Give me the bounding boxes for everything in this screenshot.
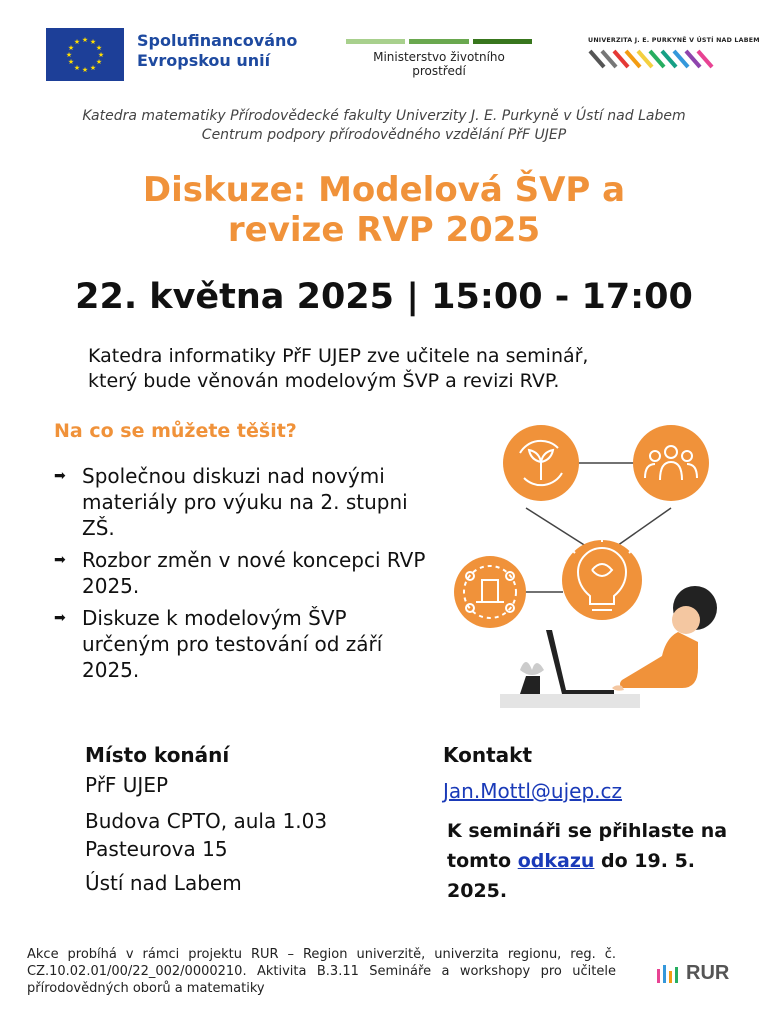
svg-text:★: ★ bbox=[81, 36, 89, 44]
list-item bbox=[54, 605, 434, 683]
city-network-icon bbox=[454, 556, 526, 628]
rur-logo-text: RUR bbox=[686, 962, 730, 984]
bullet-arrow-icon: ➡ bbox=[54, 552, 66, 568]
university-logo-stripes bbox=[588, 47, 718, 71]
event-intro-line-2: který bude věnován modelovým ŠVP a revizi RVP. bbox=[88, 370, 560, 392]
university-name: UNIVERZITA J. E. PURKYNĚ V ÚSTÍ NAD LABEM bbox=[588, 37, 760, 44]
organizer-line-2: Centrum podpory přírodovědného vzdělání PřF UJEP bbox=[201, 127, 567, 143]
rur-logo bbox=[656, 962, 729, 985]
list-item bbox=[54, 547, 434, 599]
list-item-text: Diskuze k modelovým ŠVP určeným pro testování od září 2025. bbox=[82, 606, 383, 682]
event-intro bbox=[88, 344, 728, 394]
venue-line-3: Pasteurova 15 bbox=[85, 837, 228, 861]
contact-heading: Kontakt bbox=[443, 743, 533, 767]
eu-line-2: Evropskou unií bbox=[137, 51, 271, 70]
signup-link[interactable]: odkazu bbox=[517, 850, 595, 872]
list-item-text: Rozbor změn v nové koncepci RVP 2025. bbox=[82, 548, 426, 598]
expect-heading: Na co se můžete těšit? bbox=[54, 420, 297, 442]
bullet-arrow-icon: ➡ bbox=[54, 468, 66, 484]
svg-text:★: ★ bbox=[65, 51, 73, 59]
organizer-lines bbox=[0, 107, 768, 145]
svg-text:★: ★ bbox=[81, 66, 89, 74]
contact-email-link[interactable]: Jan.Mottl@ujep.cz bbox=[443, 779, 623, 803]
people-group-icon bbox=[633, 425, 709, 501]
event-date-time: 22. května 2025 | 15:00 - 17:00 bbox=[75, 277, 693, 317]
organizer-line-1: Katedra matematiky Přírodovědecké fakulty Univerzity J. E. Purkyně v Ústí nad Labem bbox=[82, 108, 686, 124]
footer-project-info: Akce probíhá v rámci projektu RUR – Region univerzitě, univerzita regionu, reg. č. CZ.10.02.01/00/22_002/0000210. Aktivita B.3.11 Semináře a workshopy pro učitele přírodovědných oborů a matematiky bbox=[27, 947, 616, 996]
signup-before: K semináři se přihlaste na tomto bbox=[447, 820, 728, 872]
event-title bbox=[0, 170, 768, 250]
svg-text:★: ★ bbox=[67, 44, 75, 52]
plant-cycle-icon bbox=[503, 425, 579, 501]
contact-block bbox=[443, 740, 622, 806]
signup-after: do 19. 5. 2025. bbox=[447, 850, 696, 902]
svg-text:★: ★ bbox=[95, 44, 103, 52]
venue-line-1: PřF UJEP bbox=[85, 773, 169, 797]
network-illustration bbox=[440, 418, 730, 714]
venue-block bbox=[85, 740, 327, 898]
event-title-line-2: revize RVP 2025 bbox=[227, 210, 541, 250]
eu-flag-icon bbox=[46, 28, 124, 81]
venue-heading: Místo konání bbox=[85, 743, 230, 767]
event-title-line-1: Diskuze: Modelová ŠVP a bbox=[142, 170, 626, 210]
bullet-arrow-icon: ➡ bbox=[54, 610, 66, 626]
rur-logo-icon bbox=[656, 963, 680, 985]
svg-text:★: ★ bbox=[73, 64, 81, 72]
svg-text:★: ★ bbox=[89, 64, 97, 72]
eu-cofinanced-label bbox=[137, 31, 297, 71]
list-item bbox=[54, 463, 434, 541]
venue-line-4: Ústí nad Labem bbox=[85, 871, 242, 895]
svg-text:★: ★ bbox=[89, 38, 97, 46]
lightbulb-brain-icon bbox=[562, 536, 642, 620]
list-item-text: Společnou diskuzi nad novými materiály pro výuku na 2. stupni ZŠ. bbox=[82, 464, 408, 540]
ministry-logo-bars bbox=[346, 39, 532, 45]
ministry-name: Ministerstvo životního prostředí bbox=[373, 50, 505, 78]
expect-list bbox=[54, 463, 434, 689]
svg-text:★: ★ bbox=[73, 38, 81, 46]
venue-line-2: Budova CPTO, aula 1.03 bbox=[85, 809, 328, 833]
svg-text:★: ★ bbox=[95, 58, 103, 66]
signup-text bbox=[447, 816, 747, 906]
eu-line-1: Spolufinancováno bbox=[137, 31, 298, 50]
svg-text:★: ★ bbox=[97, 51, 105, 59]
event-intro-line-1: Katedra informatiky PřF UJEP zve učitele na seminář, bbox=[88, 345, 589, 367]
svg-text:★: ★ bbox=[67, 58, 75, 66]
